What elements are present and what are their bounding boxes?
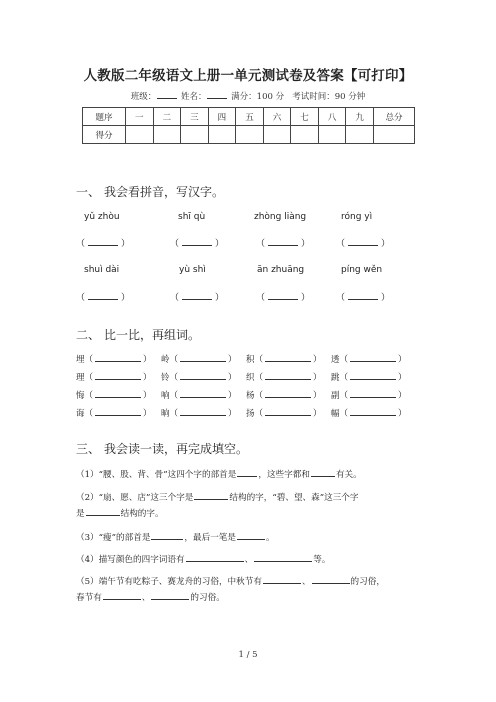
compare-row [76, 371, 416, 384]
table-cell: 五 [236, 108, 264, 126]
word-blank[interactable]: 透（ ） [331, 355, 407, 365]
pinyin: ān zhuāng [257, 265, 305, 275]
score-input-cell[interactable] [318, 126, 346, 144]
word-blank[interactable]: 晌（ ） [161, 409, 237, 419]
score-input-cell[interactable] [374, 126, 415, 144]
answer-blank[interactable]: （ ） [336, 239, 391, 249]
fill-blank[interactable] [263, 574, 301, 584]
page-title: 人教版二年级语文上册一单元测试卷及答案【可打印】 [83, 68, 413, 84]
section-3-heading: 三、 我会读一读，再完成填空。 [76, 442, 249, 456]
score-table-header [83, 108, 415, 126]
pinyin-row [76, 265, 436, 279]
fill-blank[interactable] [151, 590, 189, 600]
question-5: （5）端午节有吃粽子、赛龙舟的习俗，中秋节有 、 的习俗， 春节有 、 的习俗。 [76, 574, 420, 606]
fill-blank[interactable] [237, 467, 257, 477]
answer-blank[interactable]: （ ） [76, 293, 131, 303]
pinyin: zhòng liàng [254, 212, 307, 222]
compare-row [76, 389, 416, 402]
table-cell: 四 [208, 108, 236, 126]
fill-blank[interactable] [237, 530, 265, 540]
page-number: 1 / 5 [238, 650, 258, 660]
table-cell: 三 [181, 108, 209, 126]
table-cell: 一 [126, 108, 154, 126]
answer-row [76, 290, 436, 304]
answer-blank[interactable]: （ ） [336, 293, 391, 303]
word-blank[interactable]: 诲（ ） [76, 409, 152, 419]
word-blank[interactable]: 扬（ ） [246, 409, 322, 419]
score-input-cell[interactable] [236, 126, 264, 144]
answer-row [76, 236, 436, 250]
answer-blank[interactable]: （ ） [76, 239, 131, 249]
pinyin: shī qù [178, 212, 206, 222]
word-blank[interactable]: 跳（ ） [331, 373, 407, 383]
pinyin: róng yì [341, 212, 373, 222]
score-table [82, 107, 415, 144]
compare-row [76, 353, 416, 366]
score-input-cell[interactable] [181, 126, 209, 144]
time-label: 考试时间：90 分钟 [292, 92, 366, 102]
table-cell: 二 [153, 108, 181, 126]
pinyin: píng wěn [341, 265, 383, 275]
question-2: （2）“扇、愿、店”这三个字是 结构的字，“碧、望、森”这三个字 是 结构的字。 [76, 490, 420, 522]
answer-blank[interactable]: （ ） [256, 239, 311, 249]
pinyin: shuì dài [84, 265, 120, 275]
fill-blank[interactable] [194, 490, 228, 500]
fill-blank[interactable] [86, 506, 120, 516]
word-blank[interactable]: 幅（ ） [331, 409, 407, 419]
fill-blank[interactable] [151, 530, 183, 540]
pinyin: yǔ zhòu [84, 212, 120, 222]
word-blank[interactable]: 副（ ） [331, 391, 407, 401]
word-blank[interactable]: 积（ ） [246, 355, 322, 365]
fill-blank[interactable] [186, 552, 244, 562]
pinyin-row [76, 212, 436, 226]
answer-blank[interactable]: （ ） [170, 239, 225, 249]
word-blank[interactable]: 响（ ） [161, 391, 237, 401]
score-input-cell[interactable] [208, 126, 236, 144]
section-2-heading: 二、 比一比，再组词。 [76, 328, 201, 342]
score-table-row [83, 126, 415, 144]
score-input-cell[interactable] [153, 126, 181, 144]
fill-blank[interactable] [254, 552, 312, 562]
name-label: 姓名： [180, 92, 207, 102]
table-cell: 总分 [374, 108, 415, 126]
score-input-cell[interactable] [126, 126, 154, 144]
word-blank[interactable]: 岭（ ） [161, 355, 237, 365]
answer-blank[interactable]: （ ） [256, 293, 311, 303]
score-input-cell[interactable] [263, 126, 291, 144]
pinyin: yù shì [179, 265, 206, 275]
fill-blank[interactable] [103, 590, 141, 600]
word-blank[interactable]: 埋（ ） [76, 355, 152, 365]
word-blank[interactable]: 铃（ ） [161, 373, 237, 383]
exam-info [0, 90, 496, 102]
table-cell: 题序 [83, 108, 126, 126]
word-blank[interactable]: 杨（ ） [246, 391, 322, 401]
question-4: （4）描写颜色的四字词语有 、 等。 [76, 552, 420, 568]
compare-row [76, 407, 416, 420]
question-1: （1）“腰、股、背、骨”这四个字的部首是 ，这些字都和 有关。 [76, 467, 420, 483]
table-cell: 九 [346, 108, 374, 126]
section-1-heading: 一、 我会看拼音，写汉字。 [76, 185, 225, 199]
word-blank[interactable]: 悔（ ） [76, 391, 152, 401]
answer-blank[interactable]: （ ） [170, 293, 225, 303]
fill-blank[interactable] [312, 574, 350, 584]
score-input-cell[interactable] [346, 126, 374, 144]
score-input-cell[interactable] [291, 126, 319, 144]
table-cell: 七 [291, 108, 319, 126]
word-blank[interactable]: 理（ ） [76, 373, 152, 383]
table-cell: 八 [318, 108, 346, 126]
class-blank [157, 90, 177, 99]
table-cell: 得分 [83, 126, 126, 144]
score-label: 满分：100 分 [231, 92, 285, 102]
question-3: （3）“瘦”的部首是 ，最后一笔是 。 [76, 530, 420, 546]
class-label: 班级： [130, 92, 157, 102]
table-cell: 六 [263, 108, 291, 126]
fill-blank[interactable] [311, 467, 335, 477]
word-blank[interactable]: 织（ ） [246, 373, 322, 383]
name-blank [207, 90, 227, 99]
